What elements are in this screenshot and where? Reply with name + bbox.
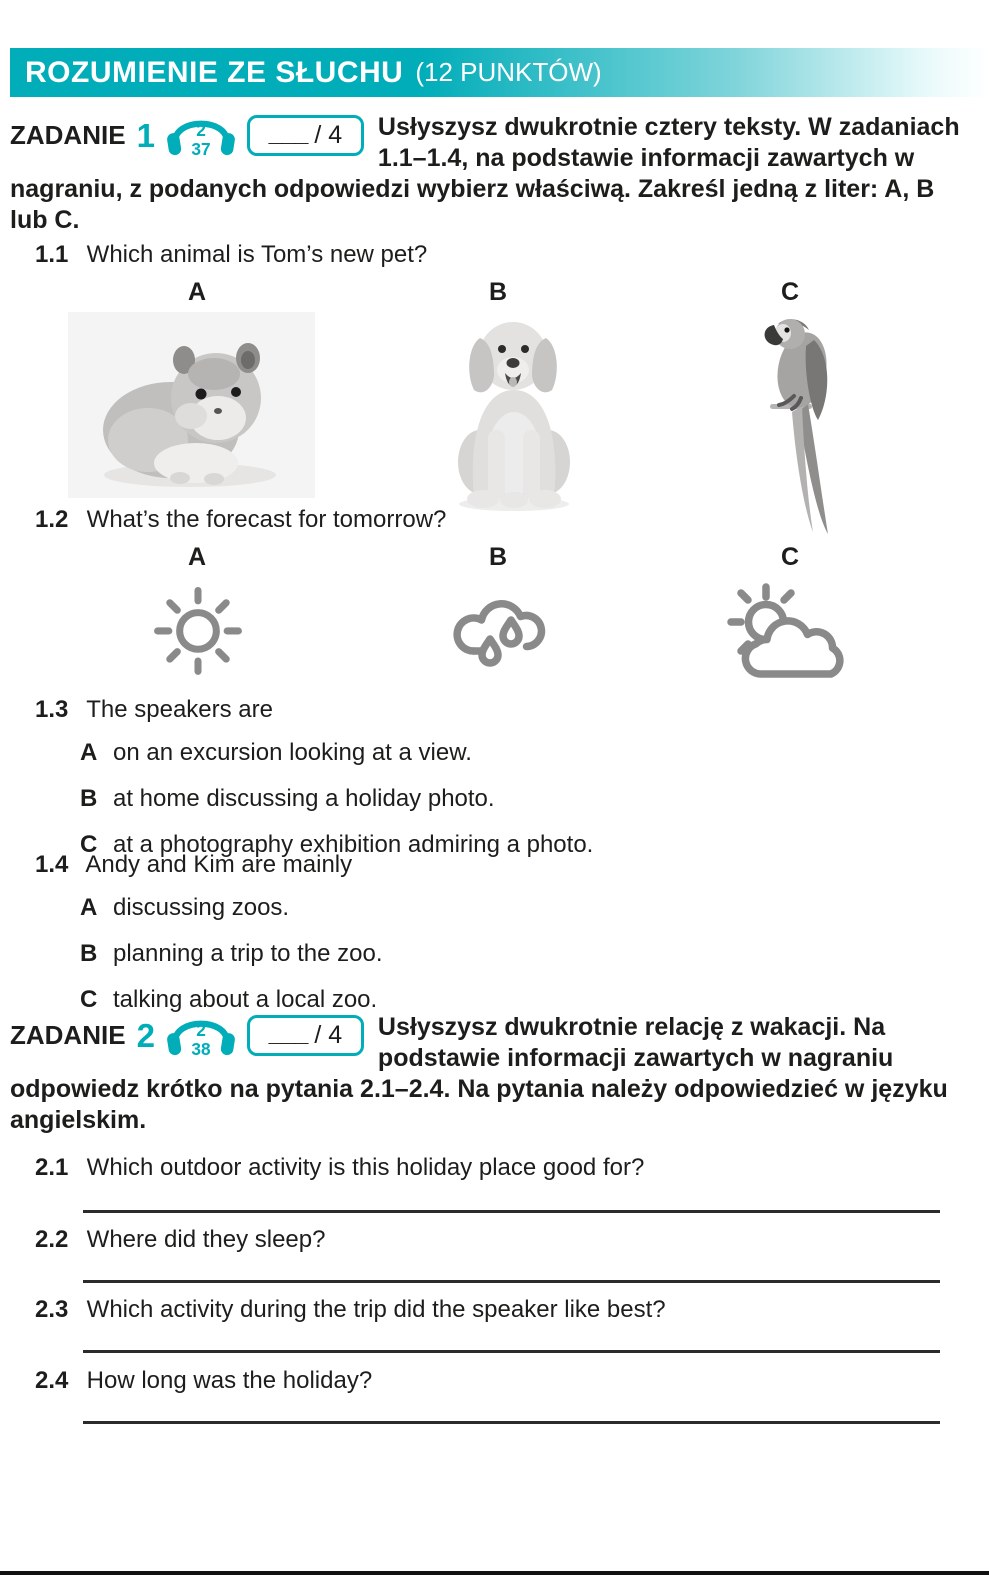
question-2-2-text: Where did they sleep? xyxy=(86,1226,326,1253)
question-2-4-number: 2.4 xyxy=(35,1367,69,1394)
question-2-3 xyxy=(35,1295,955,1325)
answer-line-2-2[interactable] xyxy=(83,1280,940,1283)
audio-cd-number: 2 xyxy=(196,1019,206,1040)
task1-score-blank[interactable]: ___ xyxy=(268,118,308,147)
task2-number: 2 xyxy=(136,1016,155,1054)
task1-number: 1 xyxy=(136,116,155,154)
task1-score-max: / 4 xyxy=(314,120,343,149)
q1-1-image-options xyxy=(0,312,989,508)
section-title: ROZUMIENIE ZE SŁUCHU xyxy=(25,55,404,89)
audio-track-number: 38 xyxy=(191,1039,211,1059)
question-1-2-number: 1.2 xyxy=(35,506,69,533)
question-2-1 xyxy=(35,1153,955,1183)
task2-label: ZADANIE xyxy=(10,1019,126,1050)
hamster-photo[interactable] xyxy=(68,312,315,498)
answer-line-2-1[interactable] xyxy=(83,1210,940,1213)
question-1-4-number: 1.4 xyxy=(35,851,69,878)
q1-3-option-c-letter: C xyxy=(80,831,98,858)
task1-instructions: Usłyszysz dwukrotnie cztery teksty. W zadaniach 1.1–1.4, na podstawie informacji zawartych w nagraniu, z podanych odpowiedzi wybierz właściwą. Zakreśl jedną z liter: A, B lub C. xyxy=(10,113,960,234)
task2-score-box[interactable] xyxy=(247,1015,364,1056)
q1-3-option-b-text: at home discussing a holiday photo. xyxy=(113,785,495,812)
q1-1-option-b-letter[interactable]: B xyxy=(488,278,508,306)
task2-score-max: / 4 xyxy=(314,1020,343,1049)
q1-4-option-b[interactable] xyxy=(35,935,955,973)
question-2-3-text: Which activity during the trip did the speaker like best? xyxy=(86,1296,666,1323)
question-1-4 xyxy=(35,850,955,880)
q1-3-option-c-text: at a photography exhibition admiring a photo. xyxy=(113,831,594,858)
sun-icon[interactable] xyxy=(151,575,245,685)
rain-cloud-icon[interactable] xyxy=(443,572,553,688)
task1-score-box[interactable] xyxy=(247,115,364,156)
q1-3-option-b[interactable] xyxy=(35,780,955,818)
answer-line-2-3[interactable] xyxy=(83,1350,940,1353)
q1-1-option-a-letter[interactable]: A xyxy=(187,278,207,306)
q1-2-option-c-letter[interactable]: C xyxy=(780,543,800,571)
q1-3-option-a-letter: A xyxy=(80,739,98,766)
q1-4-option-b-letter: B xyxy=(80,940,98,967)
task1-header-cluster xyxy=(10,112,364,158)
question-1-3 xyxy=(35,695,955,725)
q1-4-option-c-letter: C xyxy=(80,986,98,1013)
section-header-bar xyxy=(10,48,989,97)
question-1-4-block xyxy=(35,850,955,1019)
q1-1-option-letters xyxy=(0,278,989,306)
q1-3-option-a-text: on an excursion looking at a view. xyxy=(113,739,472,766)
page-bottom-rule xyxy=(0,1571,989,1575)
task2-instructions: Usłyszysz dwukrotnie relację z wakacji. Na podstawie informacji zawartych w nagraniu odpowiedz krótko na pytania 2.1–2.4. Na pytania należy odpowiedzieć w języku angielskim. xyxy=(10,1013,948,1134)
question-2-1-number: 2.1 xyxy=(35,1154,69,1181)
question-1-3-block xyxy=(35,695,955,864)
sun-behind-cloud-icon[interactable] xyxy=(722,574,858,686)
audio-cd-number: 2 xyxy=(196,119,206,140)
question-1-2-text: What’s the forecast for tomorrow? xyxy=(86,506,447,533)
question-1-4-text: Andy and Kim are mainly xyxy=(85,851,353,878)
task1-label: ZADANIE xyxy=(10,119,126,150)
question-1-1 xyxy=(35,240,955,270)
q1-1-option-c-letter[interactable]: C xyxy=(780,278,800,306)
q1-4-option-b-text: planning a trip to the zoo. xyxy=(113,940,383,967)
question-2-3-number: 2.3 xyxy=(35,1296,69,1323)
task2-header xyxy=(10,1012,978,1136)
q1-2-option-b-letter[interactable]: B xyxy=(488,543,508,571)
q1-4-option-a-text: discussing zoos. xyxy=(113,894,290,921)
task1-header xyxy=(10,112,978,236)
question-2-1-text: Which outdoor activity is this holiday place good for? xyxy=(86,1154,645,1181)
headphones-icon xyxy=(164,111,238,159)
question-1-1-number: 1.1 xyxy=(35,241,69,268)
question-1-2 xyxy=(35,505,955,535)
q1-2-icon-options xyxy=(0,572,989,690)
q1-3-option-b-letter: B xyxy=(80,785,98,812)
question-1-3-number: 1.3 xyxy=(35,696,69,723)
puppy-photo[interactable] xyxy=(450,312,578,512)
question-2-4-text: How long was the holiday? xyxy=(86,1367,373,1394)
section-points: (12 PUNKTÓW) xyxy=(415,57,602,87)
task2-header-cluster xyxy=(10,1012,364,1058)
q1-4-option-a[interactable] xyxy=(35,889,955,927)
audio-track-number: 37 xyxy=(191,139,211,159)
q1-3-option-a[interactable] xyxy=(35,734,955,772)
question-2-2-number: 2.2 xyxy=(35,1226,69,1253)
question-2-4 xyxy=(35,1366,955,1396)
question-1-3-text: The speakers are xyxy=(86,696,273,723)
q1-4-option-c-text: talking about a local zoo. xyxy=(113,986,378,1013)
answer-line-2-4[interactable] xyxy=(83,1421,940,1424)
q1-2-option-a-letter[interactable]: A xyxy=(187,543,207,571)
question-2-2 xyxy=(35,1225,955,1255)
task2-score-blank[interactable]: ___ xyxy=(268,1018,308,1047)
q1-2-option-letters xyxy=(0,543,989,571)
q1-4-option-a-letter: A xyxy=(80,894,98,921)
headphones-icon xyxy=(164,1011,238,1059)
question-1-1-text: Which animal is Tom’s new pet? xyxy=(86,241,428,268)
